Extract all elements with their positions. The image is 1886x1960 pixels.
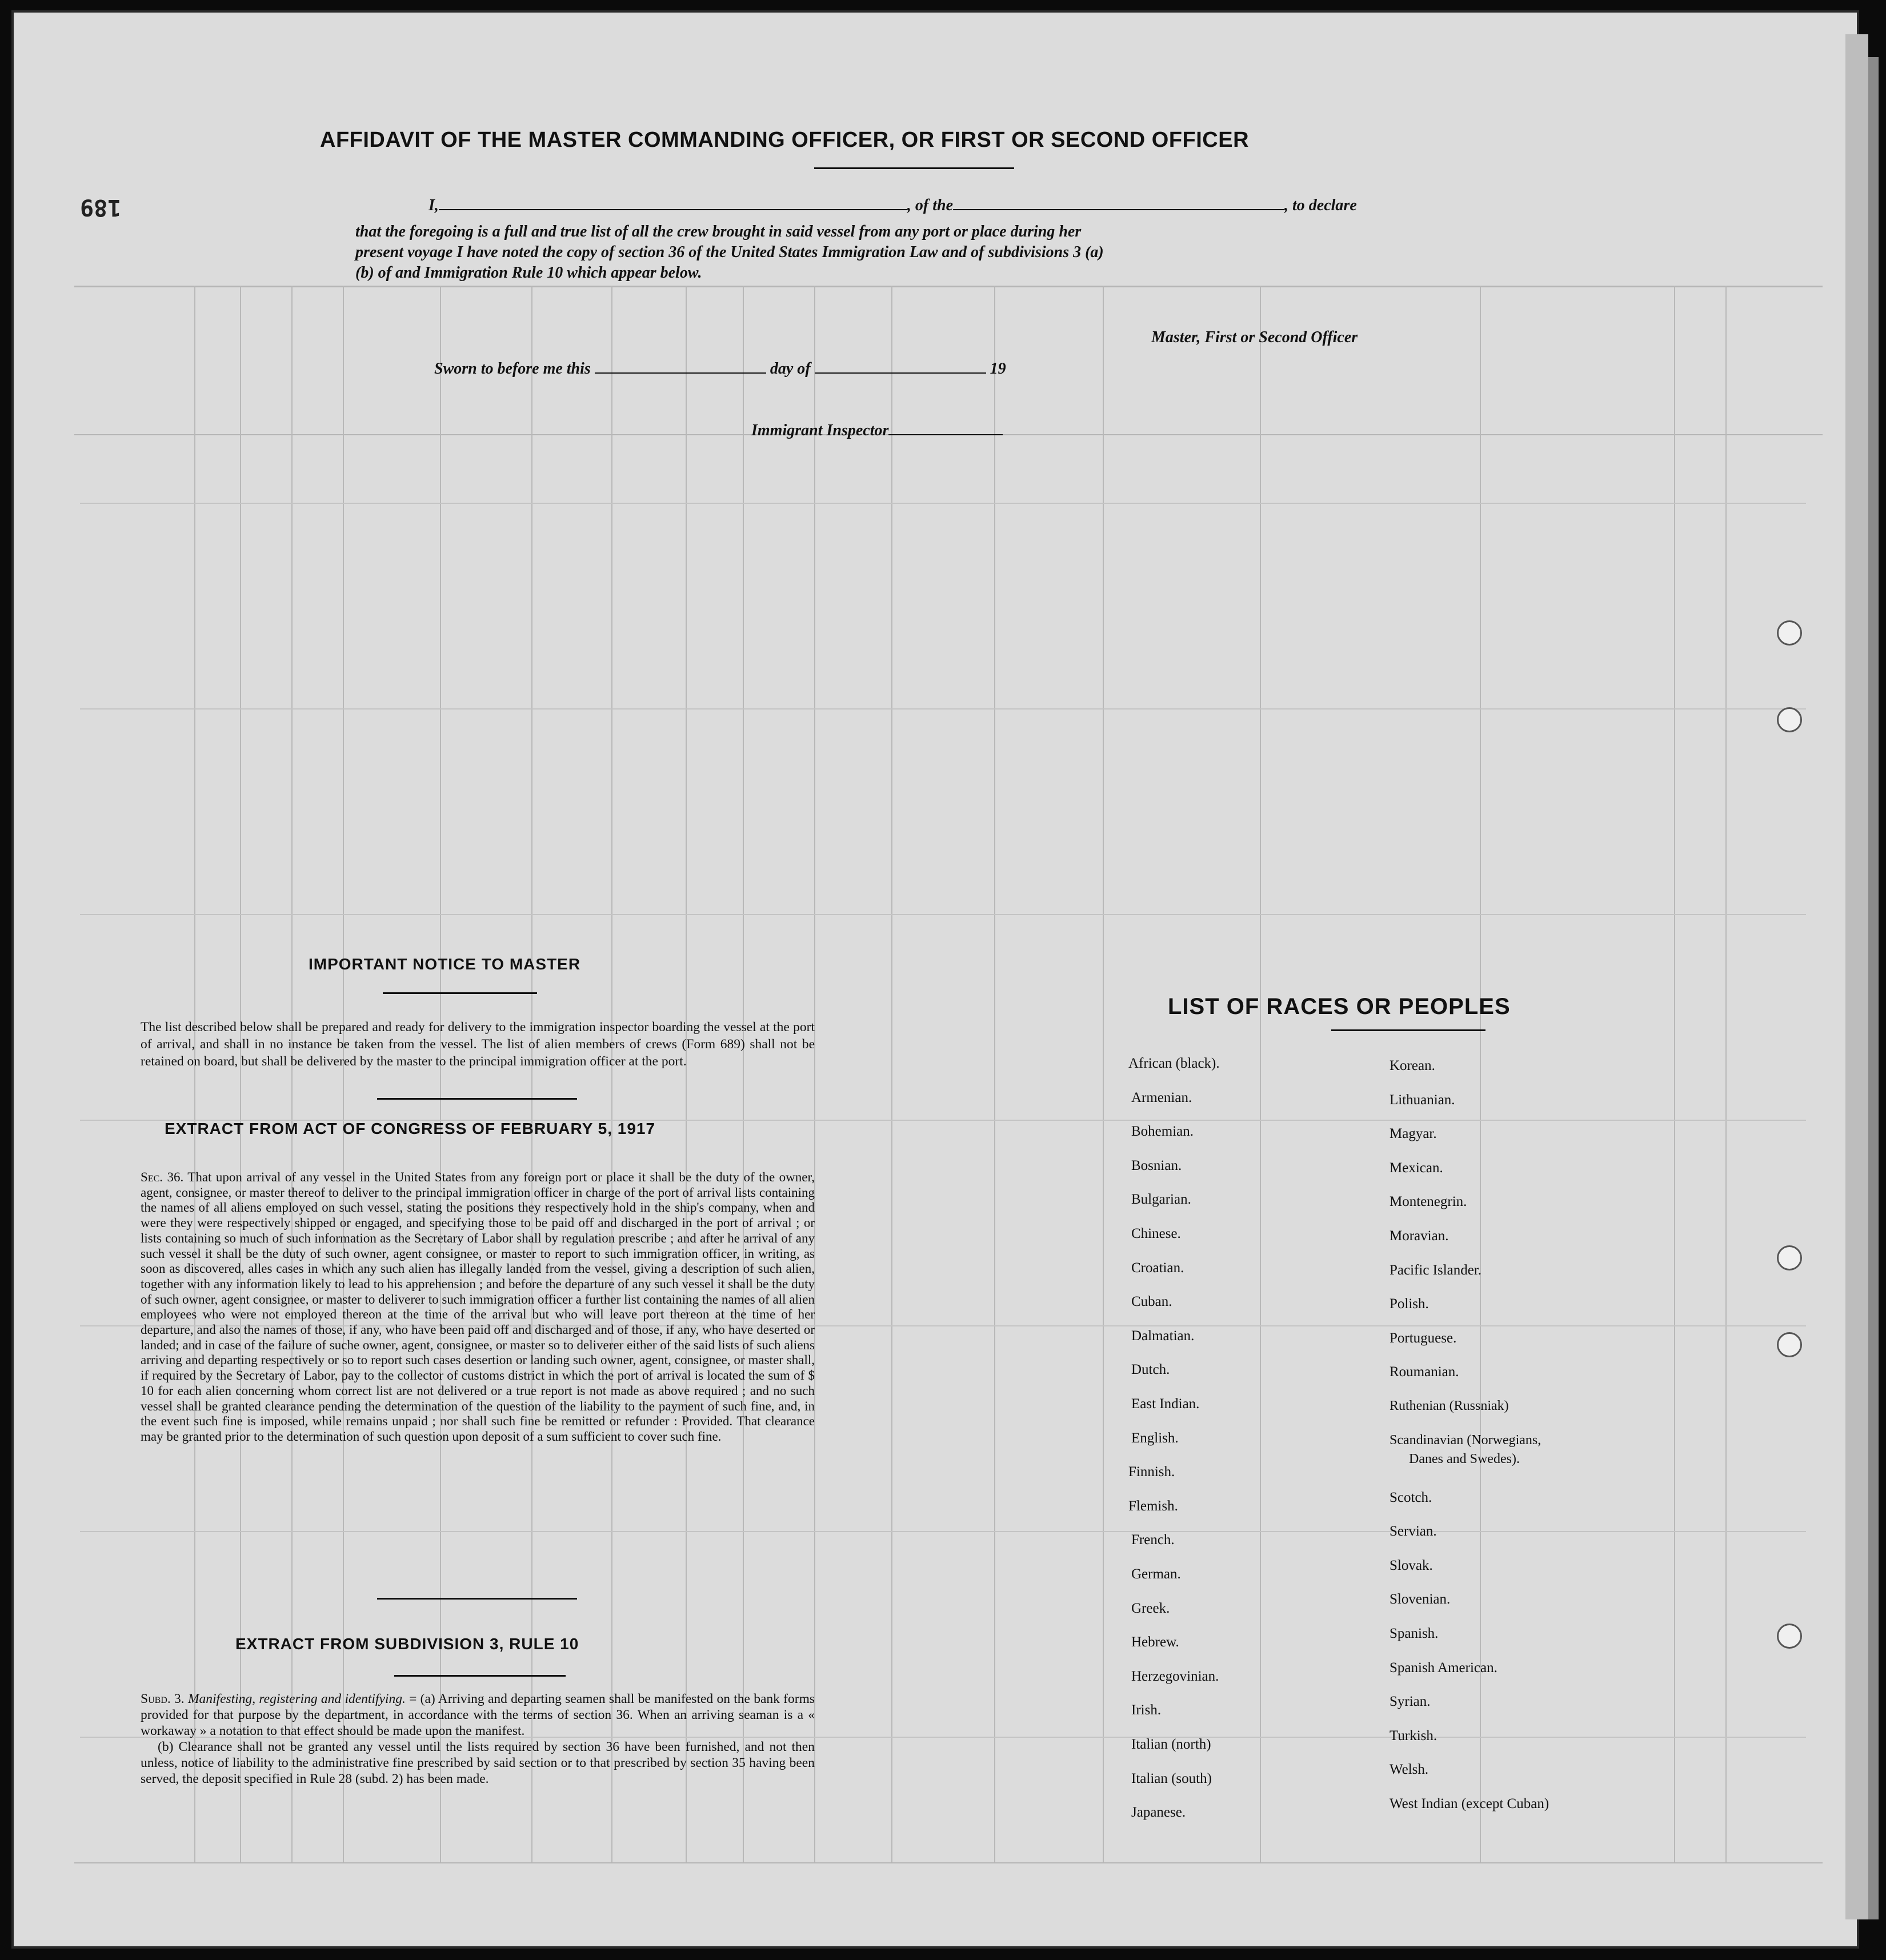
race-item: Turkish. <box>1390 1728 1437 1743</box>
race-item: Welsh. <box>1390 1762 1429 1777</box>
extract-act-title: EXTRACT FROM ACT OF CONGRESS OF FEBRUARY 5, 1917 <box>165 1120 656 1137</box>
races-underline <box>1331 1029 1485 1031</box>
extract-rule-text: Subd. 3. Manifesting, registering and identifying. = (a) Arriving and departing seamen shall be manifested on the bank forms provided for that purpose by the department, in accordance with the terms of section 36. When an arriving seaman is a « workaway » a notation to that effect should be made upon the manifest. (b) Clearance shall not be granted any vessel until the lists required by section 36 have been furnished, and not then unless, notice of liability to the administrative fine prescribed by said section or to that prescribed by section 35 having been served, the deposit specified in Rule 28 (subd. 2) has been made. <box>141 1692 815 1786</box>
binder-hole <box>1777 1332 1802 1357</box>
race-item: Danes and Swedes). <box>1409 1452 1520 1466</box>
race-item: German. <box>1131 1566 1181 1582</box>
race-item: Italian (north) <box>1131 1737 1211 1752</box>
subd-text-a: = (a) Arriving and departing seamen shall be manifested on the bank forms provided for that purpose by the department, in accordance with the terms of section 36. When an arriving seaman is a « workaway » a notation to that effect should be made upon the manifest. <box>141 1692 815 1738</box>
notice-title: IMPORTANT NOTICE TO MASTER <box>309 955 581 973</box>
race-item: Scotch. <box>1390 1490 1432 1505</box>
race-item: Ruthenian (Russniak) <box>1390 1398 1509 1413</box>
notice-text: The list described below shall be prepared and ready for delivery to the immigration inspector boarding the vessel at the port of arrival, and shall in no instance be taken from the vessel. The list of alien members of crews (Form 689) shall not be retained on board, but shall be delivered by the master to the principal immigration officer at the port. <box>141 1020 815 1069</box>
race-item: Portuguese. <box>1390 1330 1457 1346</box>
sec-label: Sec. 36. <box>141 1170 184 1184</box>
race-item: Bosnian. <box>1131 1158 1182 1173</box>
races-title: LIST OF RACES OR PEOPLES <box>1168 994 1511 1019</box>
race-item: Japanese. <box>1131 1805 1186 1820</box>
race-item: Spanish American. <box>1390 1660 1497 1676</box>
affidavit-line-4: (b) of and Immigration Rule 10 which appear below. <box>355 264 702 282</box>
race-item: East Indian. <box>1131 1396 1200 1412</box>
affidavit-line-2: that the foregoing is a full and true list of all the crew brought in said vessel from any port or place during her <box>355 223 1082 241</box>
sec-36-text: That upon arrival of any vessel in the United States from any foreign port or place it shall be the duty of the owner, agent, consignee, or master thereof to deliver to the principal immigration officer in charge of the port of arrival lists containing the names of all aliens employed on such vessel, stating the positions they respectively hold in the ship's company, when and were they were respectively shipped or engaged, and specifying those to be paid off and discharged in the port of arrival ; or lists containing so much of such information as the Secretary of Labor shall by regulation prescribe ; and after he arrival of any such vessel it shall be the duty of such owner, agent consignee, or master to report to such immigration officer, in writing, as soon as discovered, alles cases in which any such alien has illegally landed from the vessel, giving a description of such alien, together with any information likely to lead to his apprehension ; and before the departure of any such vessel it shall be the duty of such owner, agent consignee, or master to deliverer to such immigration officer a further list containing the names of all alien employees who were not employed thereon at the time of the arrival but who will leave port thereon at the time of her departure, and also the names of those, if any, who have been paid off and discharged and of those, if any, who have deserted or landed; and in case of the failure of suche owner, agent, consignee, or master so to deliverer either of the said lists of such aliens arriving and departing respectively or so to report such cases desertion or landing such owner, agent, consignee, or master shall, if required by the Secretary of Labor, pay to the collector of customs district in which the port of arrival is located the sum of $ 10 for each alien concerning whom correct list are not delivered or a true report is not made as above required ; and no such vessel shall be granted clearance pending the determination of the question of the liability to the payment of such fine, and, in the event such fine is imposed, while remains unpaid ; nor shall such fine be remitted or refunder : Provided. That clearance may be granted prior to the determination of such question upon deposit of a sum sufficient to cover such fine. <box>141 1170 815 1444</box>
extract-act-divider <box>377 1598 577 1600</box>
race-item: English. <box>1131 1430 1179 1446</box>
binder-hole <box>1777 620 1802 646</box>
race-item: Polish. <box>1390 1296 1429 1312</box>
race-item: Montenegrin. <box>1390 1194 1467 1209</box>
race-item: Syrian. <box>1390 1694 1431 1709</box>
race-item: Cuban. <box>1131 1294 1172 1309</box>
race-item: Flemish. <box>1128 1498 1178 1514</box>
race-item: Roumanian. <box>1390 1364 1459 1380</box>
race-item: Armenian. <box>1131 1090 1192 1105</box>
race-item: African (black). <box>1128 1056 1220 1071</box>
race-item: Bulgarian. <box>1131 1192 1191 1207</box>
race-item: Dalmatian. <box>1131 1328 1195 1344</box>
title-underline <box>814 167 1014 169</box>
race-item: Chinese. <box>1131 1226 1181 1241</box>
race-item: Herzegovinian. <box>1131 1669 1219 1684</box>
affidavit-title: AFFIDAVIT OF THE MASTER COMMANDING OFFICER, OR FIRST OR SECOND OFFICER <box>320 128 1250 152</box>
binder-hole <box>1777 1624 1802 1649</box>
race-item: Scandinavian (Norwegians, <box>1390 1433 1541 1448</box>
page-edge <box>1845 34 1868 1919</box>
race-item: Slovak. <box>1390 1558 1433 1573</box>
race-item: Lithuanian. <box>1390 1092 1455 1108</box>
affidavit-line-1: I, , of the , to declare <box>429 197 1357 214</box>
race-item: Korean. <box>1390 1058 1435 1073</box>
race-item: French. <box>1131 1532 1175 1548</box>
race-item: Bohemian. <box>1131 1124 1194 1139</box>
race-item: Hebrew. <box>1131 1634 1179 1650</box>
page-edge-dark <box>1868 57 1879 1919</box>
race-item: Moravian. <box>1390 1228 1449 1244</box>
race-item: Slovenian. <box>1390 1592 1451 1607</box>
subd-heading: Manifesting, registering and identifying. <box>187 1692 406 1706</box>
sworn-text: Sworn to before me this day of 19 <box>434 360 1006 378</box>
notice-divider <box>377 1098 577 1100</box>
subd-text-b: (b) Clearance shall not be granted any vessel until the lists required by section 36 have been furnished, and not then unless, notice of liability to the administrative fine prescribed by said section or to that prescribed by section 35 having been served, the deposit specified in Rule 28 (subd. 2) has been made. <box>141 1739 815 1786</box>
extract-rule-underline <box>394 1675 566 1677</box>
binder-hole <box>1777 707 1802 732</box>
race-item: Servian. <box>1390 1524 1437 1539</box>
race-item: Finnish. <box>1128 1464 1175 1480</box>
race-item: Pacific Islander. <box>1390 1262 1482 1278</box>
affidavit-line-3: present voyage I have noted the copy of section 36 of the United States Immigration Law and of subdivisions 3 (a) <box>355 243 1104 261</box>
race-item: West Indian (except Cuban) <box>1390 1796 1549 1811</box>
race-item: Spanish. <box>1390 1626 1439 1641</box>
race-item: Irish. <box>1131 1702 1162 1718</box>
notice-underline <box>383 992 537 994</box>
stamp-number: 189 <box>80 194 122 221</box>
race-item: Greek. <box>1131 1601 1170 1616</box>
extract-rule-title: EXTRACT FROM SUBDIVISION 3, RULE 10 <box>235 1635 579 1653</box>
inspector-label: Immigrant Inspector <box>751 422 1003 440</box>
document-page <box>14 13 1857 1946</box>
race-item: Dutch. <box>1131 1362 1170 1377</box>
signature-label: Master, First or Second Officer <box>1151 328 1358 346</box>
extract-act-text <box>141 1170 815 1445</box>
race-item: Mexican. <box>1390 1160 1443 1176</box>
race-item: Croatian. <box>1131 1260 1184 1276</box>
binder-hole <box>1777 1245 1802 1270</box>
race-item: Italian (south) <box>1131 1771 1212 1786</box>
race-item: Magyar. <box>1390 1126 1437 1141</box>
